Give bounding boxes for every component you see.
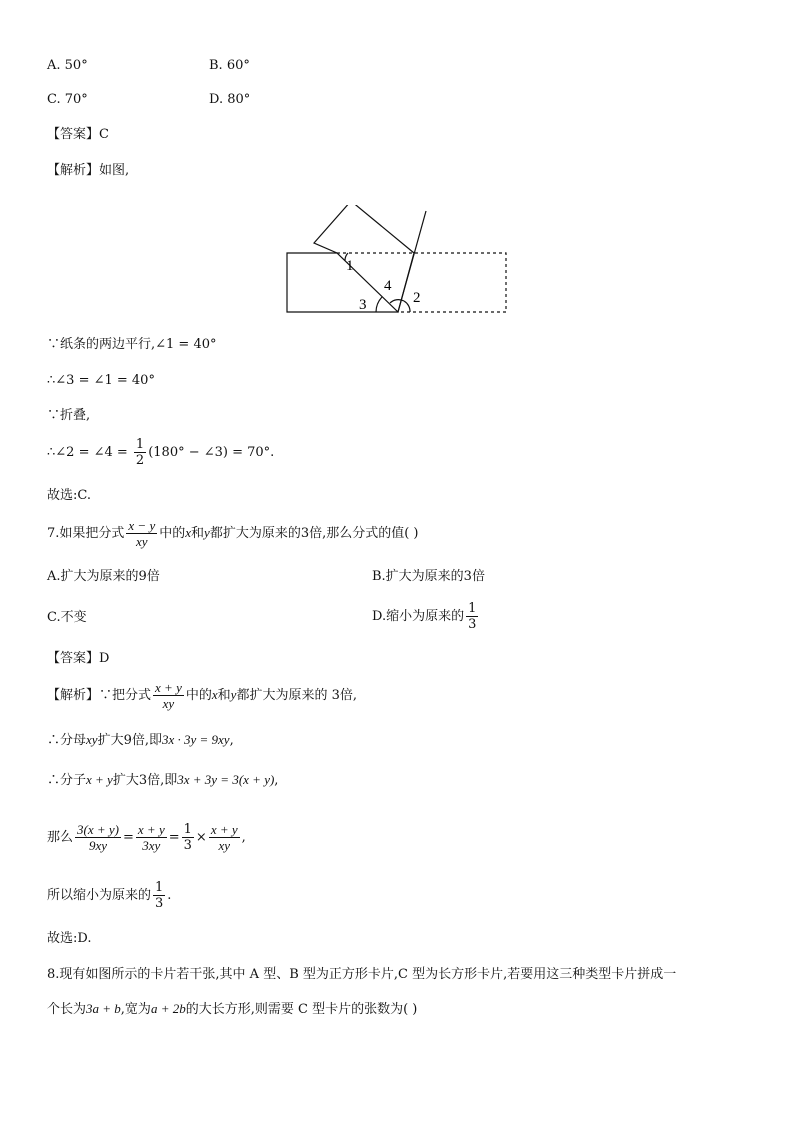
q7-option-d-text: D.缩小为原来的 [372,609,465,624]
fraction-numerator: x − y [128,518,156,533]
folding-figure [280,205,520,320]
folded-flap [314,205,414,312]
times-sign: × [195,830,207,845]
q6-option-a: A. 50° [47,58,88,73]
equals-sign: = [168,830,180,845]
q7-analysis-fraction [153,680,184,711]
equals-sign: = [123,830,134,845]
q6-step-2: ∴∠3 = ∠1 = 40° [47,373,155,388]
var-x: x [211,687,218,702]
q7-option-a: A.扩大为原来的9倍 [47,569,160,584]
a1-mid: 中的 [185,688,212,703]
a3-equation: 3x + 3y = 3(x + y) [177,772,275,787]
var-x: x [185,525,192,540]
q8-line2-a: 个长为 [47,1002,87,1017]
angle-3-arc [376,297,382,312]
q6-step-3: ∵折叠, [47,408,91,423]
angle-label-2: 2 [413,290,421,306]
q7-option-c: C.不变 [47,610,87,625]
a2-equation: 3x · 3y = 9xy [161,732,230,747]
fraction-numerator: 3(x + y) [77,822,119,837]
a1-post: 都扩大为原来的 3倍, [236,688,357,703]
q7-stem-and: 和 [191,526,205,541]
fraction-denominator: 2 [135,453,145,468]
q6-option-d: D. 80° [209,92,251,107]
q8-line2-c: 的大长方形,则需要 C 型卡片的张数为( ) [185,1002,418,1017]
fraction-numerator: x + y [210,822,238,837]
q7-answer: 【答案】D [47,651,110,666]
a2-end: , [229,733,234,748]
q7-stem-b: 中的 [159,526,186,541]
a1-and: 和 [217,688,231,703]
q7-conclusion: 故选:D. [47,931,92,946]
a2-var: xy [86,732,98,747]
angle-label-4: 4 [384,278,392,294]
strip-outline [287,253,398,312]
analysis-intro: 如图, [99,163,130,178]
q7-analysis-4 [47,820,246,856]
var-y: y [230,687,237,702]
fraction-numerator: 1 [155,880,164,895]
fraction-numerator: 1 [183,822,192,837]
analysis-label: 【解析】 [47,163,100,178]
fraction-denominator: xy [136,534,148,549]
analysis-label: 【解析】 [47,688,100,703]
half-fraction [134,437,146,468]
a3-prefix: ∴分子 [47,773,87,788]
q7-analysis-3 [47,771,278,790]
fraction-denominator: 3 [155,896,164,911]
q8-line-1: 8.现有如图所示的卡片若干张,其中 A 型、B 型为正方形卡片,C 型为长方形卡片,若要用这三种类型卡片拼成一 [47,967,677,982]
q6-step-1: ∵纸条的两边平行,∠1 = 40° [47,337,217,352]
a4-fraction-1 [75,822,121,853]
angle-2-arc [404,301,410,312]
fraction-denominator: 9xy [88,838,108,853]
fraction-numerator: x + y [137,822,165,837]
q7-analysis-5 [47,878,171,914]
q7-analysis-2 [47,731,234,750]
fraction-numerator: 1 [468,601,477,616]
q8-line2-b: ,宽为 [120,1002,151,1017]
q7-fraction [126,518,157,549]
fraction-denominator: 3 [468,617,477,632]
q7-stem [47,516,419,551]
q6-answer: 【答案】C [47,127,109,142]
a5-fraction [153,880,165,911]
step4-prefix: ∴∠2 = ∠4 = [47,445,128,460]
fold-edge-line [398,211,426,312]
q6-option-c: C. 70° [47,92,88,107]
q6-analysis-heading [47,162,129,180]
q7-option-b: B.扩大为原来的3倍 [372,569,485,584]
q7-option-d [372,600,480,634]
step4-suffix: (180° − ∠3) = 70°. [148,445,275,460]
third-fraction [466,601,478,632]
q6-step-4 [47,436,274,470]
q8-length-expr: 3a + b [86,1001,121,1016]
q6-option-b: B. 60° [209,58,250,73]
q7-stem-c: 都扩大为原来的3倍,那么分式的值( ) [209,526,419,541]
q7-stem-a: 7.如果把分式 [47,526,125,541]
q6-conclusion: 故选:C. [47,488,91,503]
angle-label-3: 3 [359,297,367,313]
a5-text: 所以缩小为原来的 [47,888,152,903]
a3-mid: 扩大3倍,即 [112,773,178,788]
a2-prefix: ∴分母 [47,733,87,748]
a4-prefix: 那么 [47,830,74,845]
fraction-denominator: xy [162,696,175,711]
a5-end: . [167,888,172,903]
q8-width-expr: a + 2b [150,1001,186,1016]
angle-4-arc [390,300,404,303]
q8-line-2 [47,1000,417,1019]
a3-end: , [274,773,279,788]
a4-fraction-3 [182,822,194,853]
a4-end: , [241,830,246,845]
fraction-numerator: x + y [155,680,182,695]
a4-fraction-2 [136,822,167,853]
fraction-denominator: 3xy [142,838,161,853]
a4-fraction-4 [209,822,240,853]
fraction-numerator: 1 [135,437,145,452]
a3-var: x + y [86,772,113,787]
a2-mid: 扩大9倍,即 [97,733,162,748]
angle-label-1: 1 [346,258,354,274]
q7-analysis-1 [47,678,357,713]
a1-prefix: ∵把分式 [99,688,152,703]
var-y: y [204,525,210,540]
fraction-denominator: xy [218,838,230,853]
fraction-denominator: 3 [183,838,192,853]
